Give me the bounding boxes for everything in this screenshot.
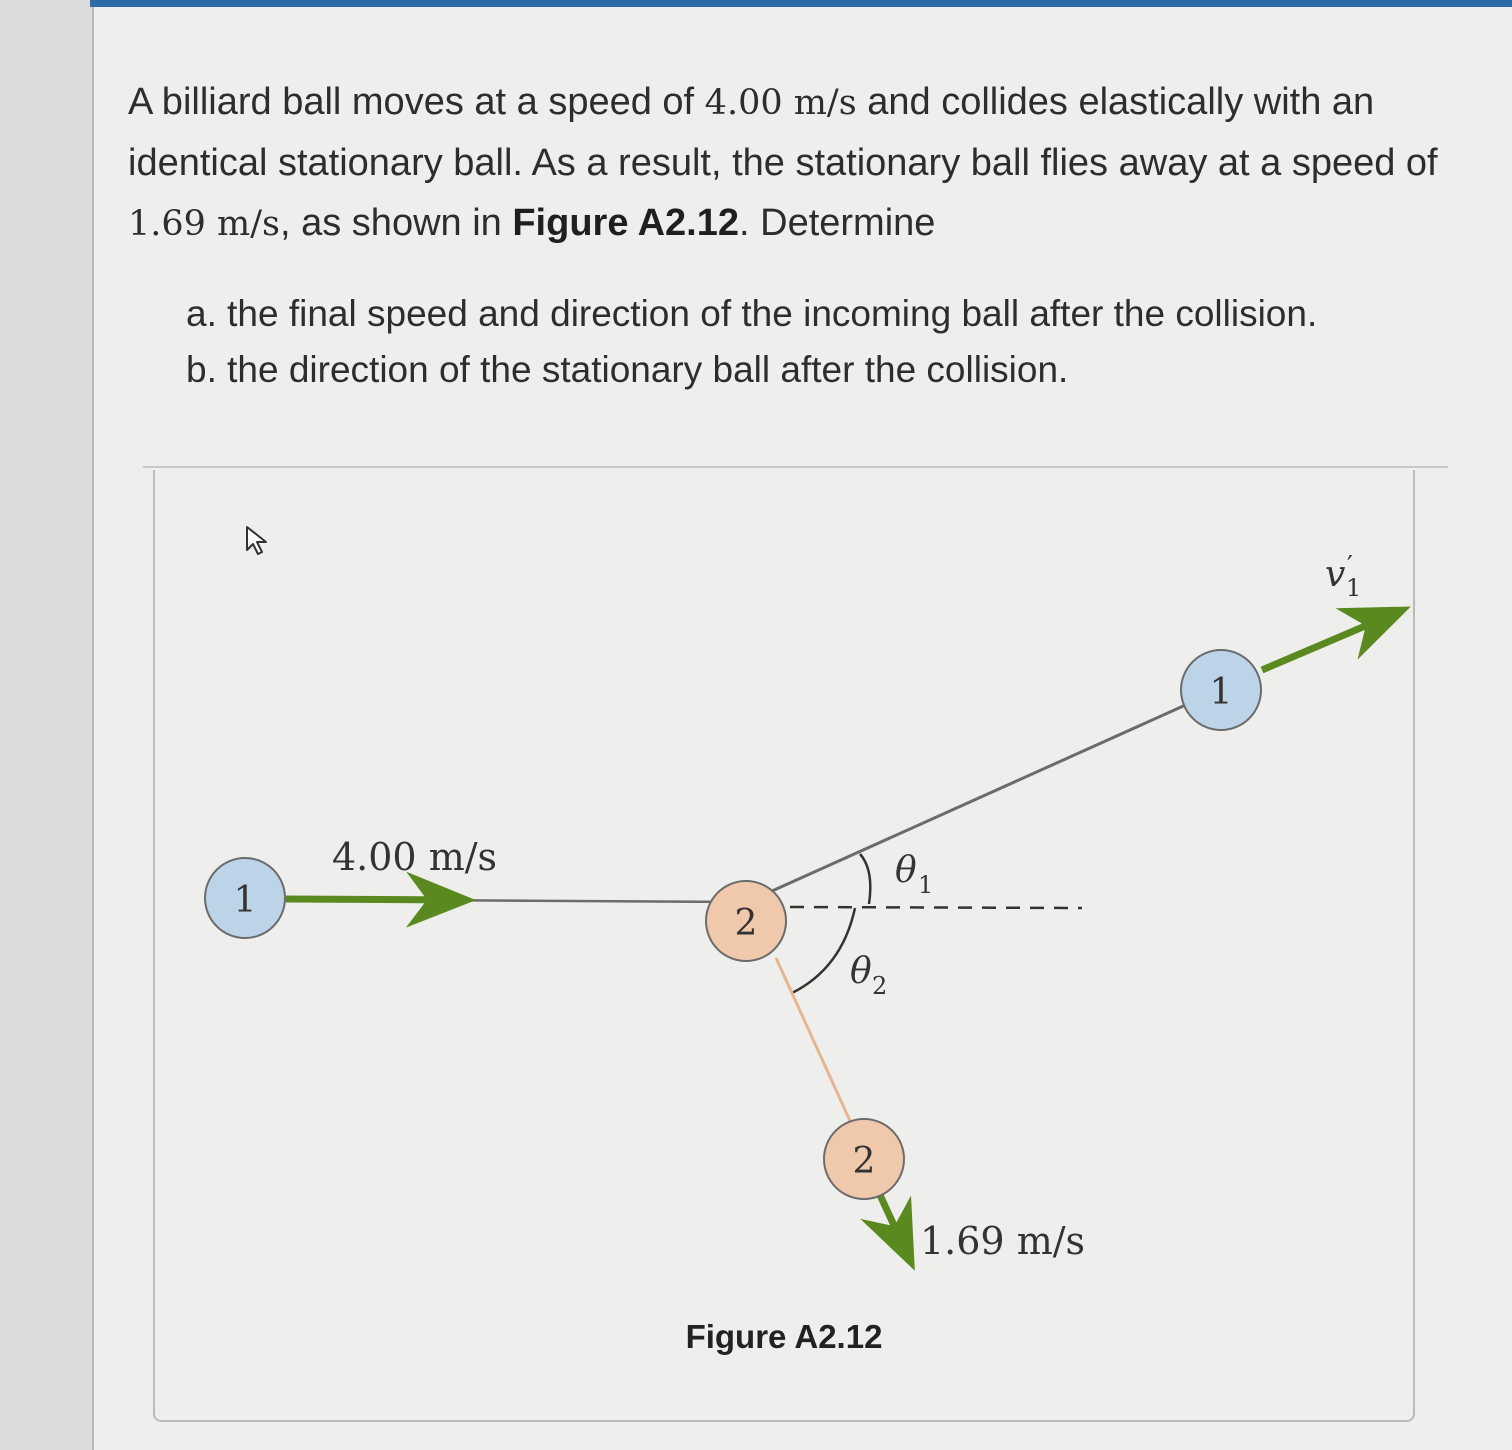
theta1-subscript: 1 [918,871,934,899]
ball1-initial [205,858,285,938]
ball2-final [824,1119,904,1199]
ball1-outgoing-path [772,703,1190,891]
ball2-speed-label: 1.69 m/s [920,1219,1086,1263]
part-b: b. the direction of the stationary ball after the collision. [186,349,1069,390]
part-a: a. the final speed and direction of the incoming ball after the collision. [186,293,1318,334]
ball1-initial-label: 1 [233,880,257,921]
theta2-arc [792,908,855,993]
theta2-symbol: θ [850,951,872,992]
problem-text-4: . Determine [739,202,936,244]
ball2-final-label: 2 [852,1141,876,1182]
ball2-outgoing-path [776,958,851,1123]
theta2-label [850,951,887,1000]
ball2-speed-value: 1.69 m/s [128,204,280,244]
v1-prime-label [1325,551,1361,602]
v1-prime-symbol: v [1325,554,1346,595]
v1-prime-superscript: ′ [1347,551,1353,581]
incoming-velocity-arrow [286,899,462,900]
problem-text-3: , as shown in [280,202,513,244]
v1-prime-subscript: 1 [1346,574,1362,602]
problem-text-1: A billiard ball moves at a speed of [128,81,705,123]
ball1-final-label: 1 [1209,672,1233,713]
theta1-symbol: θ [895,850,917,891]
theta2-subscript: 2 [872,972,888,1000]
incoming-speed-label: 4.00 m/s [332,835,498,879]
ball1-final-velocity-arrow [1262,612,1398,670]
reference-dashed-line [790,907,1082,908]
ball2-collision-label: 2 [734,903,758,944]
figure-reference: Figure A2.12 [512,202,740,244]
initial-speed-value: 4.00 m/s [704,83,857,123]
ball1-final [1181,650,1261,730]
theta1-label [895,850,933,899]
problem-text-2: and collides elastically with an identical stationary ball. As a result, the stationary ball flies away at a speed of [128,81,1438,184]
ball2-at-collision [706,881,786,961]
cursor-icon [247,527,266,554]
figure-caption: Figure A2.12 [685,1318,883,1355]
theta1-arc [860,854,870,904]
ball2-final-velocity-arrow [880,1195,909,1258]
